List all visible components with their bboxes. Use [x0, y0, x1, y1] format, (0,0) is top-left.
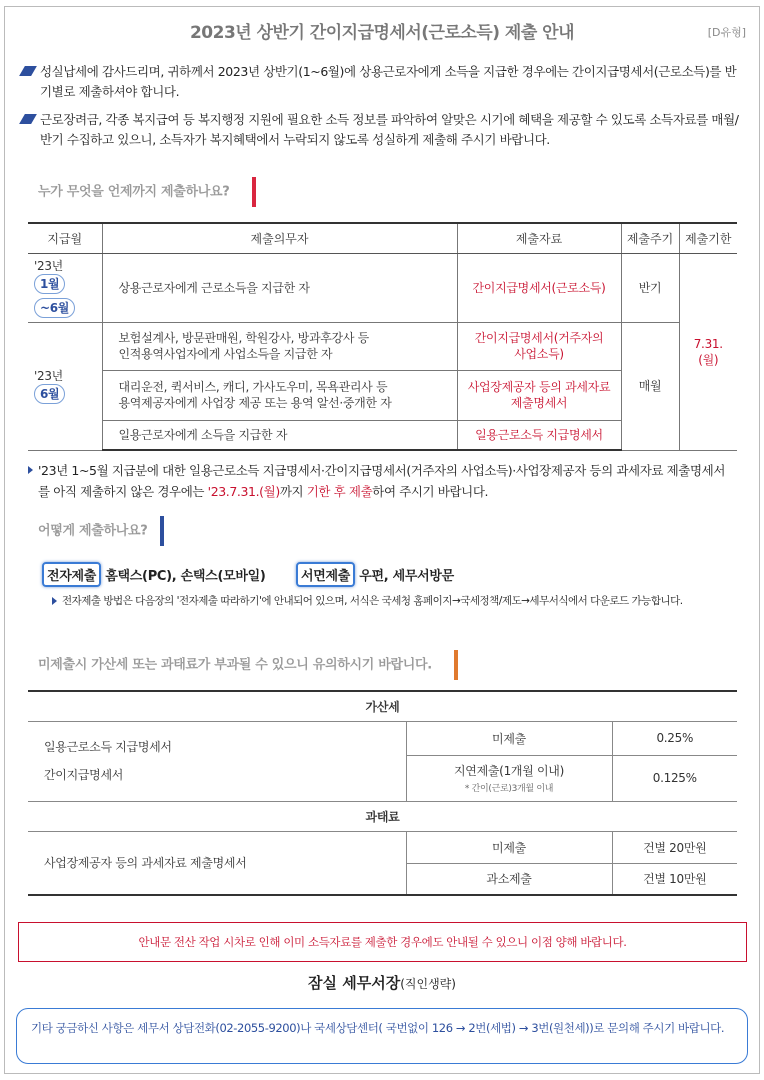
obligor-cell: 보험설계사, 방문판매원, 학원강사, 방과후강사 등 인적용역사업자에게 사업소득을 지급한 자 [102, 322, 457, 370]
month-prefix: '23년 [34, 258, 63, 273]
section-bar-blue [160, 516, 164, 546]
bullet-marker-icon [20, 114, 34, 125]
fine-under-label: 과소제출 [406, 863, 612, 895]
not-submitted-rate: 0.25% [612, 721, 737, 755]
submission-table-header [28, 223, 737, 253]
col-header-obligor: 제출의무자 [102, 223, 457, 253]
penalty-tax-header-row [28, 691, 737, 721]
fine-header: 과태료 [28, 801, 737, 831]
section-heading-penalty-text: 미제출시 가산세 또는 과태료가 부과될 수 있으니 유의하시기 바랍니다. [38, 657, 432, 673]
signature [0, 972, 764, 993]
material-cell: 일용근로소득 지급명세서 [457, 420, 621, 450]
method-note-text: 전자제출 방법은 다음장의 '전자제출 따라하기'에 안내되어 있으며, 서식은 국세청 홈페이지→국세정책/제도→세무서식에서 다운로드 가능합니다. [62, 595, 683, 607]
obligor-cell: 일용근로자에게 소득을 지급한 자 [102, 420, 457, 450]
month-circle: 6월 [34, 384, 65, 404]
late-submitted-rate: 0.125% [612, 755, 737, 801]
intro-paragraph-2 [20, 110, 740, 150]
month-prefix: '23년 [34, 369, 63, 383]
intro-text-2: 근로장려금, 각종 복지급여 등 복지행정 지원에 필요한 소득 정보를 파악하여 알맞은 시기에 혜택을 제공할 수 있도록 소득자료를 매월/반기 수집하고 있으니, 소득자가 복지혜택에서 누락되지 않도록 성실하게 제출해 주시기 바랍니다. [40, 112, 739, 147]
contact-box: 기타 궁금하신 사항은 세무서 상담전화(02-2055-9200)나 국세상담센터( 국번없이 126 → 2번(세법) → 3번(원천세))로 문의해 주시기 바랍니다. [16, 1008, 748, 1064]
penalty-tax-items [28, 721, 406, 801]
fine-item: 사업장제공자 등의 과세자료 제출명세서 [28, 831, 406, 895]
pointer-triangle-icon [52, 597, 57, 605]
penalty-tax-header: 가산세 [28, 691, 737, 721]
table-row [28, 322, 737, 370]
cycle-cell: 매월 [621, 322, 679, 450]
late-submission-note [38, 460, 728, 502]
intro-text-1: 성실납세에 감사드리며, 귀하께서 2023년 상반기(1~6월)에 상용근로자에게 소득을 지급한 경우에는 간이지급명세서(근로소득)를 반기별로 제출하셔야 합니다. [40, 64, 737, 99]
tax-office-name: 잠실 세무서장 [308, 974, 401, 992]
section-bar-orange [454, 650, 458, 680]
paper-submit-desc: 우편, 세무서방문 [359, 569, 454, 584]
submission-table [28, 222, 737, 451]
material-cell: 간이지급명세서(근로소득) [457, 253, 621, 322]
late-submitted-cell [406, 755, 612, 801]
paper-submit-badge: 서면제출 [296, 562, 355, 587]
cycle-cell: 반기 [621, 253, 679, 322]
note-late-submit: 기한 후 제출 [306, 484, 373, 499]
page-title: 2023년 상반기 간이지급명세서(근로소득) 제출 안내 [189, 23, 575, 43]
pointer-triangle-icon [28, 466, 33, 474]
material-cell: 간이지급명세서(거주자의 사업소득) [457, 322, 621, 370]
col-header-material: 제출자료 [457, 223, 621, 253]
method-note [62, 592, 722, 610]
fine-not-submitted-amount: 건별 20만원 [612, 831, 737, 863]
table-row [28, 831, 737, 863]
section-heading-who-text: 누가 무엇을 언제까지 제출하나요? [38, 184, 230, 200]
obligor-cell: 대리운전, 퀵서비스, 캐디, 가사도우미, 목욕관리사 등 용역제공자에게 사업장 제공 또는 용역 알선·중개한 자 [102, 370, 457, 420]
penalty-item: 간이지급명세서 [44, 768, 124, 782]
note-date: '23.7.31.(월) [207, 484, 280, 499]
section-heading-penalty [38, 650, 458, 680]
note-text: 하여 주시기 바랍니다. [372, 484, 489, 499]
month-cell [28, 322, 102, 450]
section-heading-how [38, 516, 164, 546]
seal-omitted: (직인생략) [400, 977, 456, 991]
intro-paragraph-1 [20, 62, 740, 102]
obligor-cell: 상용근로자에게 근로소득을 지급한 자 [102, 253, 457, 322]
table-row [28, 721, 737, 755]
col-header-deadline: 제출기한 [679, 223, 737, 253]
not-submitted-label: 미제출 [406, 721, 612, 755]
bullet-marker-icon [20, 66, 34, 77]
electronic-submit-desc: 홈택스(PC), 손택스(모바일) [105, 569, 266, 584]
fine-not-submitted-label: 미제출 [406, 831, 612, 863]
section-bar-red [252, 177, 256, 207]
note-text: '23년 1~5월 지급분에 대한 일용근로소득 지급명세서·간이지급명세서(거주자의 사업소득)·사업장제공자 등의 과세자료 제출명세서를 아직 제출하지 않은 경우에는 [38, 463, 726, 499]
material-cell: 사업장제공자 등의 과세자료 제출명세서 [457, 370, 621, 420]
table-row [28, 253, 737, 322]
month-circle: 1월 [34, 274, 65, 294]
section-heading-how-text: 어떻게 제출하나요? [38, 523, 148, 539]
month-cell [28, 253, 102, 322]
col-header-month: 지급월 [28, 223, 102, 253]
late-submitted-label: 지연제출(1개월 이내) [454, 764, 564, 778]
warning-box: 안내문 전산 작업 시차로 인해 이미 소득자료를 제출한 경우에도 안내될 수 있으니 이점 양해 바랍니다. [18, 922, 747, 962]
month-suffix: ~6월 [34, 298, 75, 318]
penalty-table [28, 690, 737, 896]
fine-under-amount: 건별 10만원 [612, 863, 737, 895]
doc-type-label: [D유형] [707, 26, 746, 39]
col-header-cycle: 제출주기 [621, 223, 679, 253]
late-submitted-note: * 간이(근로)3개월 이내 [464, 784, 554, 794]
fine-header-row [28, 801, 737, 831]
deadline-cell: 7.31.(월) [679, 253, 737, 450]
penalty-item: 일용근로소득 지급명세서 [44, 740, 172, 754]
submission-methods [42, 562, 454, 587]
note-text: 까지 [279, 484, 307, 499]
section-heading-who [38, 177, 256, 207]
electronic-submit-badge: 전자제출 [42, 562, 101, 587]
